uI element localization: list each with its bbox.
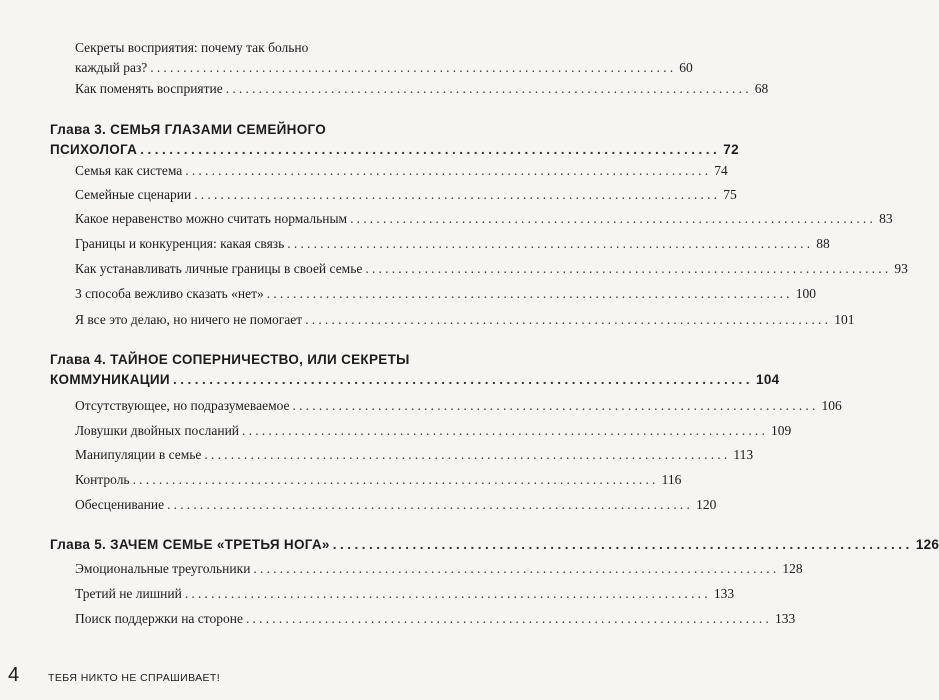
chapter-title-cont: ПСИХОЛОГА [50, 142, 138, 157]
toc-entry [75, 185, 737, 205]
toc-page-number: 83 [879, 211, 893, 226]
toc-page-number: 116 [661, 472, 682, 487]
toc-entry [75, 559, 803, 579]
running-title: ТЕБЯ НИКТО НЕ СПРАШИВАЕТ! [48, 672, 221, 684]
toc-entry-title: Эмоциональные треугольники [75, 561, 251, 576]
toc-entry [75, 609, 796, 629]
dot-leader: ................................................................................ [253, 561, 780, 576]
toc-entry [75, 445, 754, 465]
toc-entry [75, 584, 735, 604]
toc-entry-title: Семейные сценарии [75, 187, 192, 202]
toc-page-number: 68 [754, 81, 769, 96]
dot-leader: ................................................................................ [350, 211, 877, 226]
chapter-title: Глава 3. СЕМЬЯ ГЛАЗАМИ СЕМЕЙНОГО [50, 122, 327, 137]
toc-page-number: 74 [714, 163, 728, 178]
toc-entry-title: Какое неравенство можно считать нормальным [75, 211, 348, 226]
toc-page-number: 75 [723, 187, 737, 202]
dot-leader: ................................................................................ [194, 187, 721, 202]
toc-entry-title: 3 способа вежливо сказать «нет» [75, 286, 264, 301]
toc-entry [75, 310, 855, 330]
dot-leader: ................................................................................ [365, 261, 892, 276]
toc-page-number: 133 [774, 611, 796, 626]
toc-entry-title: Поиск поддержки на стороне [75, 611, 243, 626]
chapter-page-number: 126 [915, 537, 939, 552]
toc-page-number: 106 [821, 398, 842, 413]
toc-entry-title: Контроль [75, 472, 130, 487]
toc-page-number: 100 [795, 286, 816, 301]
chapter-heading [50, 120, 739, 160]
dot-leader: ................................................................................ [245, 611, 772, 626]
chapter-page-number: 104 [756, 372, 780, 387]
toc-page-number: 109 [771, 423, 792, 438]
toc-entry [75, 284, 816, 304]
toc-entry [75, 79, 769, 99]
toc-page-number: 60 [679, 60, 693, 75]
toc-entry [75, 495, 717, 515]
dot-leader: ................................................................................ [184, 586, 711, 601]
dot-leader: ................................................................................ [332, 537, 913, 552]
footer-page-number: 4 [8, 664, 20, 686]
toc-entry [75, 209, 893, 229]
chapter-page-number: 72 [723, 142, 739, 157]
toc-entry-title: Отсутствующее, но подразумеваемое [75, 398, 290, 413]
toc-entry-title: Ловушки двойных посланий [75, 423, 240, 438]
toc-page-number: 120 [696, 497, 717, 512]
dot-leader: ................................................................................ [132, 472, 659, 487]
toc-page-number: 88 [816, 236, 830, 251]
toc-entry [75, 396, 842, 416]
toc-page-number: 101 [834, 312, 855, 327]
toc-entry [75, 161, 728, 181]
page-footer [8, 664, 220, 687]
chapter-title: Глава 5. ЗАЧЕМ СЕМЬЕ «ТРЕТЬЯ НОГА» [50, 537, 330, 552]
toc-page-number: 93 [894, 261, 908, 276]
dot-leader: ................................................................................ [242, 423, 769, 438]
dot-leader: ................................................................................ [305, 312, 832, 327]
toc-entry [75, 470, 682, 490]
toc-entry-title: Я все это делаю, но ничего не помогает [75, 312, 303, 327]
dot-leader: ................................................................................ [185, 163, 712, 178]
dot-leader: ................................................................................ [266, 286, 793, 301]
toc-page-number: 113 [733, 447, 754, 462]
dot-leader: ................................................................................ [287, 236, 814, 251]
toc-entry [75, 421, 792, 441]
dot-leader: ................................................................................ [140, 142, 721, 157]
dot-leader: ................................................................................ [172, 372, 754, 387]
toc-entry-title-cont: каждый раз? [75, 60, 148, 75]
toc-entry [75, 38, 693, 78]
toc-page-number: 128 [782, 561, 803, 576]
chapter-title: Глава 4. ТАЙНОЕ СОПЕРНИЧЕСТВО, ИЛИ СЕКРЕТЫ [50, 352, 410, 367]
dot-leader: ................................................................................ [167, 497, 694, 512]
chapter-title-cont: КОММУНИКАЦИИ [50, 372, 170, 387]
toc-page-number: 133 [713, 586, 735, 601]
toc-entry-title: Манипуляции в семье [75, 447, 202, 462]
toc-entry-title: Как устанавливать личные границы в своей семье [75, 261, 363, 276]
chapter-heading [50, 535, 939, 555]
toc-entry [75, 234, 830, 254]
chapter-heading [50, 350, 780, 390]
toc-entry-title: Границы и конкуренция: какая связь [75, 236, 285, 251]
dot-leader: ................................................................................ [292, 398, 819, 413]
toc-entry-title: Как поменять восприятие [75, 81, 223, 96]
toc-entry [75, 259, 908, 279]
toc-entry-title: Третий не лишний [75, 586, 182, 601]
dot-leader: ................................................................................ [225, 81, 752, 96]
toc-entry-title: Семья как система [75, 163, 183, 178]
toc-entry-title: Обесценивание [75, 497, 165, 512]
dot-leader: ................................................................................ [204, 447, 731, 462]
dot-leader: ................................................................................ [150, 60, 677, 75]
toc-entry-title: Секреты восприятия: почему так больно [75, 40, 309, 55]
